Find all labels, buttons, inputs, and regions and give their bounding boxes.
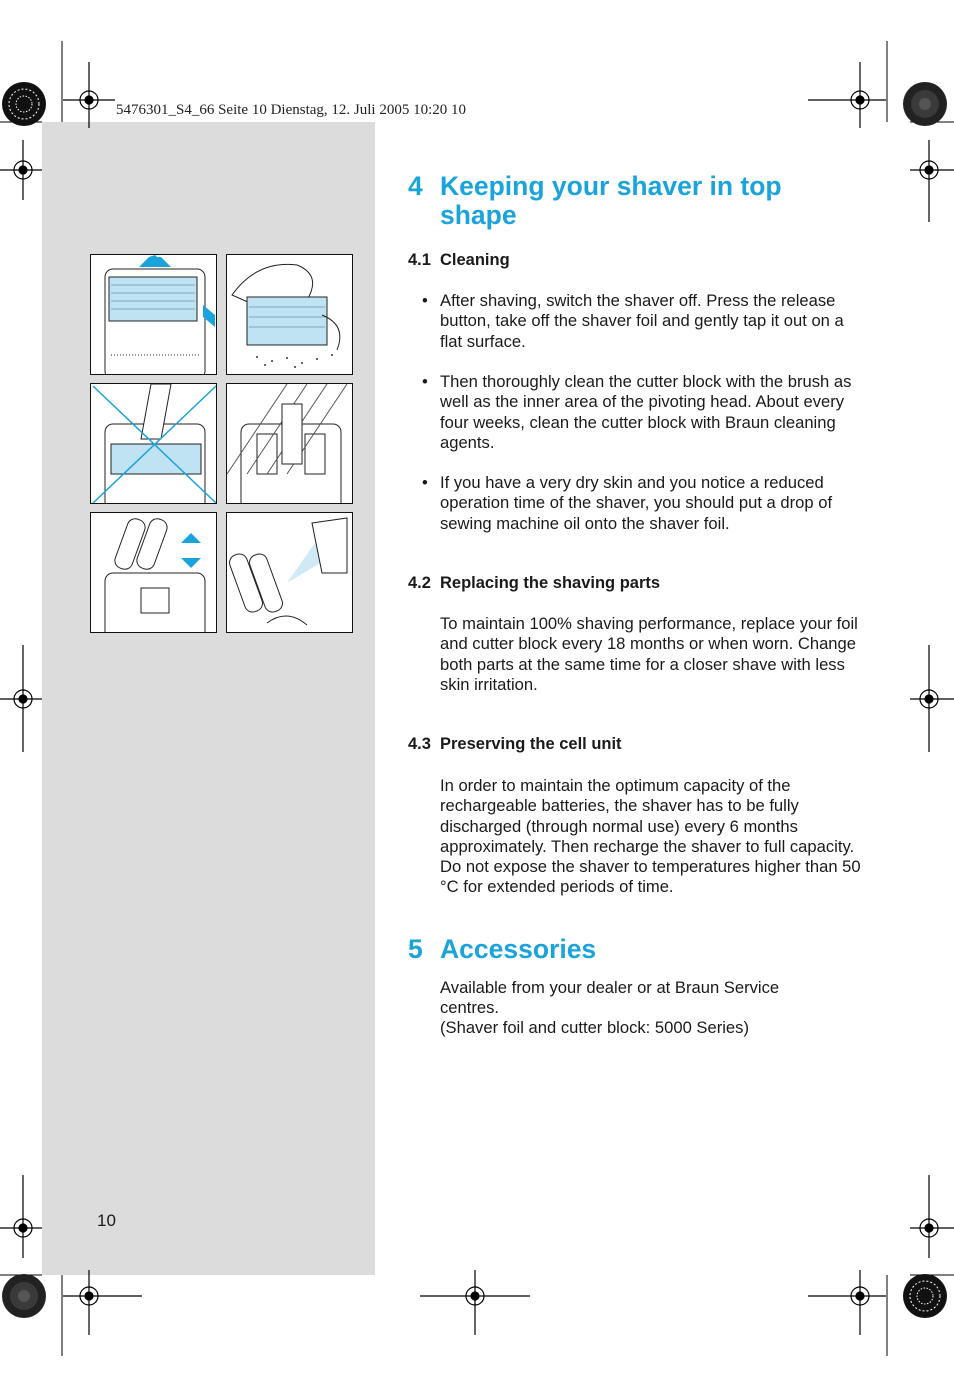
list-item [422, 473, 866, 534]
subsection-title: Cleaning [440, 251, 510, 269]
page-number: 10 [97, 1211, 116, 1230]
figure-replace-cutter [90, 512, 217, 633]
bullet-marker: • [422, 372, 428, 391]
illustration-grid [90, 254, 355, 634]
subsection-title: Replacing the shaving parts [440, 574, 661, 592]
section-heading [408, 172, 840, 230]
figure-release-foil [90, 254, 217, 375]
paragraph-note: (Shaver foil and cutter block: 5000 Series) [440, 1018, 749, 1037]
list-item [422, 372, 866, 453]
subsection-number: 4.1 [408, 251, 431, 269]
figure-do-not-brush-foil [90, 383, 217, 504]
bullet-marker: • [422, 291, 428, 310]
paragraph: In order to maintain the optimum capacity of the rechargeable batteries, the shaver has to be fully discharged (through normal use) every 6 months approximately. Then recharge the shaver to full capacity. Do not expose the shaver to temperatures higher than 50 °C for extended periods of time. [440, 776, 861, 897]
section-title: Keeping your shaver in top shape [440, 171, 782, 230]
section-number: 4 [408, 171, 423, 201]
subsection-heading [408, 735, 622, 754]
bullet-text: After shaving, switch the shaver off. Press the release button, take off the shaver foil and gently tap it out on a flat surface. [440, 291, 844, 351]
section-number: 5 [408, 934, 423, 964]
bullet-marker: • [422, 473, 428, 492]
figure-brush-cutter [226, 383, 353, 504]
list-item [422, 291, 866, 352]
section-heading [408, 935, 596, 964]
subsection-title: Preserving the cell unit [440, 735, 622, 753]
subsection-number: 4.2 [408, 574, 431, 592]
subsection-number: 4.3 [408, 735, 431, 753]
subsection-heading [408, 574, 660, 593]
paragraph: To maintain 100% shaving performance, replace your foil and cutter block every 18 months or when worn. Change both parts at the same time for a closer shave with less skin irritation. [440, 614, 858, 694]
bullet-text: If you have a very dry skin and you notice a reduced operation time of the shaver, you should put a drop of sewing machine oil onto the shaver foil. [440, 473, 833, 533]
figure-oil-foil [226, 512, 353, 633]
paragraph: Available from your dealer or at Braun Service centres. [440, 978, 780, 1018]
figure-tap-foil [226, 254, 353, 375]
subsection-heading [408, 251, 510, 270]
bullet-text: Then thoroughly clean the cutter block with the brush as well as the inner area of the pivoting head. About every four weeks, clean the cutter block with Braun cleaning agents. [440, 372, 852, 452]
section-title: Accessories [440, 934, 597, 964]
print-header: 5476301_S4_66 Seite 10 Dienstag, 12. Juli 2005 10:20 10 [116, 102, 466, 118]
